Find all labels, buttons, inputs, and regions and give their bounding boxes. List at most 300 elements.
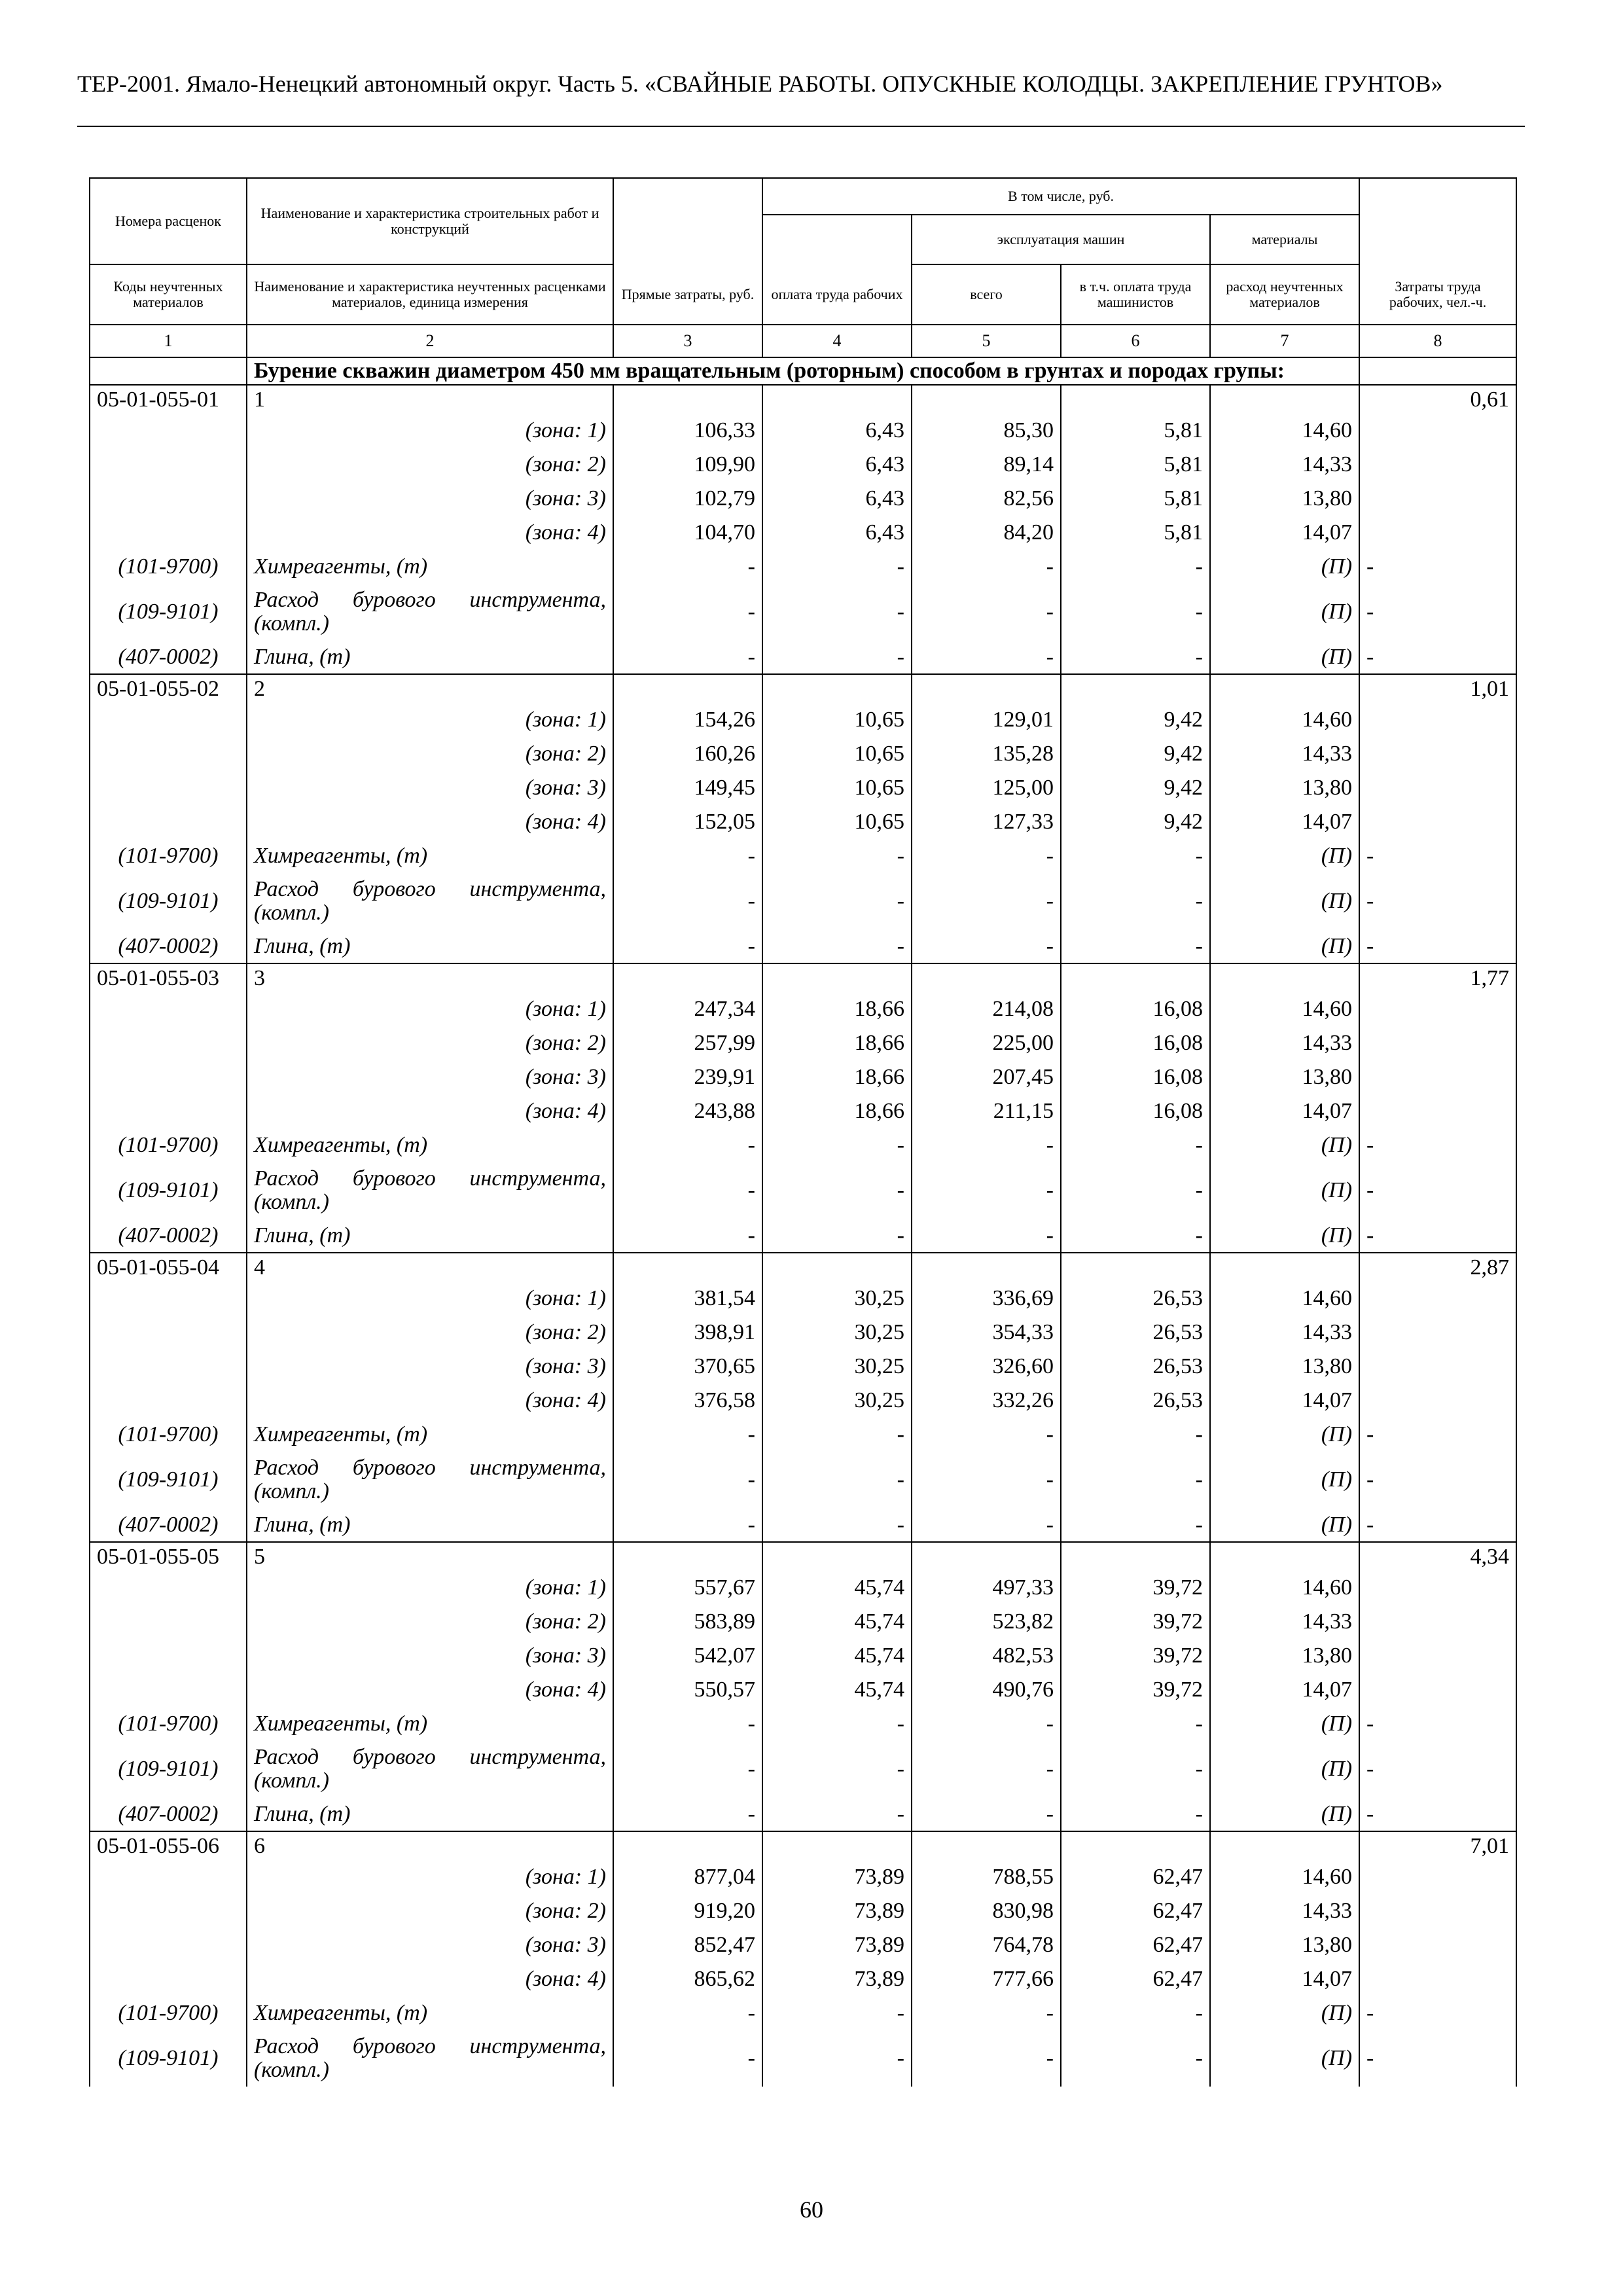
empty-cell <box>90 1860 247 1894</box>
direct-cost: 376,58 <box>613 1384 762 1418</box>
worker-wage: 73,89 <box>762 1928 912 1962</box>
direct-cost: 160,26 <box>613 737 762 771</box>
dash-cell: - <box>1061 1707 1210 1741</box>
p-mark: (П) <box>1210 1797 1359 1831</box>
machinist-wage: 16,08 <box>1061 1094 1210 1128</box>
dash-cell: - <box>1061 1219 1210 1253</box>
section-title-spacer-right <box>1359 357 1516 385</box>
material-code: (109-9101) <box>90 1741 247 1797</box>
material-code: (101-9700) <box>90 839 247 873</box>
zone-label: (зона: 3) <box>247 1060 613 1094</box>
dash-cell: - <box>613 929 762 963</box>
dash-cell: - <box>613 1452 762 1508</box>
zone-row <box>90 1384 1516 1418</box>
page-header-title: ТЕР-2001. Ямало-Ненецкий автономный округ. Часть 5. «СВАЙНЫЕ РАБОТЫ. ОПУСКНЫЕ КОЛОДЦЫ. ЗАКРЕПЛЕНИЕ ГРУНТОВ» <box>77 71 1443 97</box>
worker-wage: 18,66 <box>762 1060 912 1094</box>
zone-row <box>90 1316 1516 1350</box>
dash-cell: - <box>1359 550 1516 584</box>
zone-label: (зона: 1) <box>247 1282 613 1316</box>
machine-total: 354,33 <box>912 1316 1061 1350</box>
worker-wage: 30,25 <box>762 1350 912 1384</box>
direct-cost: 381,54 <box>613 1282 762 1316</box>
machine-total: 497,33 <box>912 1571 1061 1605</box>
zone-label: (зона: 2) <box>247 1605 613 1639</box>
empty-cell <box>90 1282 247 1316</box>
materials-cost: 14,07 <box>1210 1673 1359 1707</box>
material-name: Расход бурового инструмента, (компл.) <box>247 1452 613 1508</box>
zone-label: (зона: 2) <box>247 1026 613 1060</box>
price-table <box>89 177 1517 2087</box>
dash-cell: - <box>912 584 1061 640</box>
dash-cell: - <box>912 1707 1061 1741</box>
empty-cell <box>1359 1350 1516 1384</box>
th-col4: оплата труда рабочих <box>762 264 912 325</box>
zone-label: (зона: 1) <box>247 992 613 1026</box>
dash-cell: - <box>613 1797 762 1831</box>
dash-cell: - <box>912 1418 1061 1452</box>
material-name: Расход бурового инструмента, (компл.) <box>247 1162 613 1219</box>
dash-cell: - <box>1061 929 1210 963</box>
material-code: (109-9101) <box>90 2030 247 2087</box>
worker-wage: 18,66 <box>762 1026 912 1060</box>
empty-cell <box>912 674 1061 703</box>
dash-cell: - <box>762 1797 912 1831</box>
materials-cost: 13,80 <box>1210 771 1359 805</box>
machinist-wage: 9,42 <box>1061 771 1210 805</box>
empty-cell <box>1359 737 1516 771</box>
zone-label: (зона: 4) <box>247 1962 613 1996</box>
zone-row <box>90 992 1516 1026</box>
dash-cell: - <box>613 584 762 640</box>
group-number: 4 <box>247 1253 613 1282</box>
dash-cell: - <box>762 1418 912 1452</box>
empty-cell <box>1359 1282 1516 1316</box>
material-code: (407-0002) <box>90 640 247 674</box>
zone-row <box>90 1639 1516 1673</box>
material-row <box>90 1128 1516 1162</box>
zone-row <box>90 1860 1516 1894</box>
dash-cell: - <box>613 1741 762 1797</box>
p-mark: (П) <box>1210 1162 1359 1219</box>
material-name: Расход бурового инструмента, (компл.) <box>247 1741 613 1797</box>
zone-row <box>90 1094 1516 1128</box>
dash-cell: - <box>762 640 912 674</box>
dash-cell: - <box>613 1418 762 1452</box>
dash-cell: - <box>1061 584 1210 640</box>
zone-label: (зона: 4) <box>247 1094 613 1128</box>
materials-cost: 14,60 <box>1210 414 1359 448</box>
machinist-wage: 26,53 <box>1061 1282 1210 1316</box>
machinist-wage: 5,81 <box>1061 414 1210 448</box>
rate-code: 05-01-055-06 <box>90 1831 247 1860</box>
direct-cost: 398,91 <box>613 1316 762 1350</box>
zone-row <box>90 482 1516 516</box>
rate-code: 05-01-055-02 <box>90 674 247 703</box>
direct-cost: 877,04 <box>613 1860 762 1894</box>
dash-cell: - <box>1359 1219 1516 1253</box>
worker-wage: 30,25 <box>762 1282 912 1316</box>
zone-row <box>90 448 1516 482</box>
zone-row <box>90 1928 1516 1962</box>
dash-cell: - <box>762 1128 912 1162</box>
p-mark: (П) <box>1210 640 1359 674</box>
empty-cell <box>1210 963 1359 992</box>
worker-wage: 10,65 <box>762 771 912 805</box>
dash-cell: - <box>912 1128 1061 1162</box>
rate-code: 05-01-055-03 <box>90 963 247 992</box>
empty-cell <box>1210 674 1359 703</box>
material-name: Расход бурового инструмента, (компл.) <box>247 2030 613 2087</box>
th-col8: Затраты труда рабочих, чел.-ч. <box>1359 264 1516 325</box>
th-col3: Прямые затраты, руб. <box>613 264 762 325</box>
machinist-wage: 16,08 <box>1061 992 1210 1026</box>
empty-cell <box>1359 771 1516 805</box>
dash-cell: - <box>762 1452 912 1508</box>
material-name: Химреагенты, (т) <box>247 1128 613 1162</box>
empty-cell <box>762 674 912 703</box>
zone-row <box>90 805 1516 839</box>
material-row <box>90 873 1516 929</box>
empty-cell <box>1061 1542 1210 1571</box>
zone-row <box>90 516 1516 550</box>
empty-cell <box>90 516 247 550</box>
labor-cost: 1,01 <box>1359 674 1516 703</box>
dash-cell: - <box>1061 2030 1210 2087</box>
machine-total: 84,20 <box>912 516 1061 550</box>
direct-cost: 239,91 <box>613 1060 762 1094</box>
material-row <box>90 1707 1516 1741</box>
machinist-wage: 26,53 <box>1061 1316 1210 1350</box>
empty-cell <box>1359 1384 1516 1418</box>
zone-row <box>90 737 1516 771</box>
dash-cell: - <box>912 1797 1061 1831</box>
material-name: Расход бурового инструмента, (компл.) <box>247 584 613 640</box>
empty-cell <box>90 1673 247 1707</box>
p-mark: (П) <box>1210 1128 1359 1162</box>
worker-wage: 73,89 <box>762 1962 912 1996</box>
machine-total: 211,15 <box>912 1094 1061 1128</box>
material-row <box>90 1418 1516 1452</box>
machinist-wage: 26,53 <box>1061 1350 1210 1384</box>
dash-cell: - <box>1061 1418 1210 1452</box>
zone-row <box>90 1962 1516 1996</box>
material-name: Глина, (т) <box>247 1508 613 1542</box>
worker-wage: 18,66 <box>762 1094 912 1128</box>
empty-cell <box>90 1316 247 1350</box>
header-divider <box>77 126 1525 127</box>
machine-total: 207,45 <box>912 1060 1061 1094</box>
empty-cell <box>1359 805 1516 839</box>
material-name: Химреагенты, (т) <box>247 1707 613 1741</box>
dash-cell: - <box>762 1219 912 1253</box>
zone-label: (зона: 1) <box>247 414 613 448</box>
direct-cost: 257,99 <box>613 1026 762 1060</box>
material-name: Химреагенты, (т) <box>247 550 613 584</box>
worker-wage: 18,66 <box>762 992 912 1026</box>
group-number: 2 <box>247 674 613 703</box>
zone-label: (зона: 2) <box>247 1316 613 1350</box>
material-name: Глина, (т) <box>247 1219 613 1253</box>
material-name: Глина, (т) <box>247 929 613 963</box>
dash-cell: - <box>762 1741 912 1797</box>
direct-cost: 542,07 <box>613 1639 762 1673</box>
direct-cost: 247,34 <box>613 992 762 1026</box>
materials-cost: 13,80 <box>1210 1350 1359 1384</box>
empty-cell <box>1061 963 1210 992</box>
th-materials: материалы <box>1210 215 1359 264</box>
zone-row <box>90 771 1516 805</box>
zone-label: (зона: 3) <box>247 482 613 516</box>
dash-cell: - <box>912 1452 1061 1508</box>
materials-cost: 14,33 <box>1210 1605 1359 1639</box>
machine-total: 129,01 <box>912 703 1061 737</box>
machinist-wage: 5,81 <box>1061 482 1210 516</box>
dash-cell: - <box>1359 1797 1516 1831</box>
group-number: 6 <box>247 1831 613 1860</box>
material-row <box>90 1996 1516 2030</box>
dash-cell: - <box>1359 640 1516 674</box>
direct-cost: 106,33 <box>613 414 762 448</box>
th-col8-mid <box>1359 215 1516 264</box>
dash-cell: - <box>762 839 912 873</box>
materials-cost: 14,07 <box>1210 805 1359 839</box>
empty-cell <box>762 963 912 992</box>
p-mark: (П) <box>1210 929 1359 963</box>
th-machines: эксплуатация машин <box>912 215 1210 264</box>
material-code: (109-9101) <box>90 584 247 640</box>
dash-cell: - <box>1359 1996 1516 2030</box>
empty-cell <box>90 1571 247 1605</box>
zone-label: (зона: 3) <box>247 1639 613 1673</box>
dash-cell: - <box>762 873 912 929</box>
table-row <box>90 674 1516 703</box>
material-code: (101-9700) <box>90 1128 247 1162</box>
materials-cost: 14,33 <box>1210 737 1359 771</box>
direct-cost: 557,67 <box>613 1571 762 1605</box>
dash-cell: - <box>1061 1452 1210 1508</box>
rate-code: 05-01-055-05 <box>90 1542 247 1571</box>
machinist-wage: 16,08 <box>1061 1026 1210 1060</box>
material-code: (109-9101) <box>90 873 247 929</box>
direct-cost: 154,26 <box>613 703 762 737</box>
zone-row <box>90 414 1516 448</box>
empty-cell <box>1359 992 1516 1026</box>
empty-cell <box>90 1026 247 1060</box>
dash-cell: - <box>762 584 912 640</box>
th-col5: всего <box>912 264 1061 325</box>
worker-wage: 6,43 <box>762 414 912 448</box>
materials-cost: 14,07 <box>1210 1962 1359 1996</box>
p-mark: (П) <box>1210 873 1359 929</box>
materials-cost: 14,60 <box>1210 703 1359 737</box>
zone-label: (зона: 2) <box>247 737 613 771</box>
dash-cell: - <box>1359 839 1516 873</box>
labor-cost: 4,34 <box>1359 1542 1516 1571</box>
worker-wage: 45,74 <box>762 1605 912 1639</box>
group-number: 1 <box>247 385 613 414</box>
empty-cell <box>912 1542 1061 1571</box>
material-name: Расход бурового инструмента, (компл.) <box>247 873 613 929</box>
material-name: Химреагенты, (т) <box>247 1996 613 2030</box>
material-row <box>90 929 1516 963</box>
empty-cell <box>1359 482 1516 516</box>
materials-cost: 14,60 <box>1210 1282 1359 1316</box>
p-mark: (П) <box>1210 1707 1359 1741</box>
th-col7: расход неучтенных материалов <box>1210 264 1359 325</box>
table-row <box>90 385 1516 414</box>
machine-total: 127,33 <box>912 805 1061 839</box>
p-mark: (П) <box>1210 1996 1359 2030</box>
group-number: 5 <box>247 1542 613 1571</box>
material-row <box>90 1219 1516 1253</box>
machinist-wage: 39,72 <box>1061 1571 1210 1605</box>
empty-cell <box>1359 1605 1516 1639</box>
dash-cell: - <box>613 550 762 584</box>
empty-cell <box>90 1928 247 1962</box>
table-row <box>90 1542 1516 1571</box>
direct-cost: 243,88 <box>613 1094 762 1128</box>
empty-cell <box>613 963 762 992</box>
p-mark: (П) <box>1210 839 1359 873</box>
empty-cell <box>912 385 1061 414</box>
table-body <box>90 385 1516 2087</box>
dash-cell: - <box>613 1128 762 1162</box>
material-code: (101-9700) <box>90 1996 247 2030</box>
group-number: 3 <box>247 963 613 992</box>
p-mark: (П) <box>1210 1508 1359 1542</box>
zone-label: (зона: 1) <box>247 1860 613 1894</box>
material-row <box>90 1508 1516 1542</box>
empty-cell <box>1359 1962 1516 1996</box>
direct-cost: 919,20 <box>613 1894 762 1928</box>
empty-cell <box>1359 1639 1516 1673</box>
colnum-6: 6 <box>1061 325 1210 357</box>
empty-cell <box>613 1253 762 1282</box>
dash-cell: - <box>613 2030 762 2087</box>
empty-cell <box>762 1831 912 1860</box>
material-row <box>90 584 1516 640</box>
th-col4-top <box>762 215 912 264</box>
empty-cell <box>1210 1831 1359 1860</box>
dash-cell: - <box>1061 1128 1210 1162</box>
direct-cost: 109,90 <box>613 448 762 482</box>
table-head <box>90 178 1516 385</box>
p-mark: (П) <box>1210 2030 1359 2087</box>
machine-total: 332,26 <box>912 1384 1061 1418</box>
machinist-wage: 39,72 <box>1061 1605 1210 1639</box>
zone-row <box>90 1350 1516 1384</box>
machine-total: 777,66 <box>912 1962 1061 1996</box>
empty-cell <box>613 385 762 414</box>
materials-cost: 14,60 <box>1210 1860 1359 1894</box>
direct-cost: 583,89 <box>613 1605 762 1639</box>
material-row <box>90 640 1516 674</box>
colnum-2: 2 <box>247 325 613 357</box>
direct-cost: 865,62 <box>613 1962 762 1996</box>
dash-cell: - <box>912 1219 1061 1253</box>
material-code: (101-9700) <box>90 1707 247 1741</box>
direct-cost: 852,47 <box>613 1928 762 1962</box>
dash-cell: - <box>1359 584 1516 640</box>
empty-cell <box>1359 1571 1516 1605</box>
dash-cell: - <box>1061 640 1210 674</box>
colnum-8: 8 <box>1359 325 1516 357</box>
dash-cell: - <box>1061 550 1210 584</box>
labor-cost: 0,61 <box>1359 385 1516 414</box>
direct-cost: 104,70 <box>613 516 762 550</box>
p-mark: (П) <box>1210 1219 1359 1253</box>
worker-wage: 73,89 <box>762 1860 912 1894</box>
dash-cell: - <box>1061 1741 1210 1797</box>
empty-cell <box>762 385 912 414</box>
material-name: Глина, (т) <box>247 1797 613 1831</box>
dash-cell: - <box>1359 1452 1516 1508</box>
empty-cell <box>90 414 247 448</box>
dash-cell: - <box>912 1162 1061 1219</box>
machine-total: 135,28 <box>912 737 1061 771</box>
p-mark: (П) <box>1210 584 1359 640</box>
dash-cell: - <box>762 1508 912 1542</box>
machine-total: 82,56 <box>912 482 1061 516</box>
materials-cost: 14,33 <box>1210 1894 1359 1928</box>
colnum-5: 5 <box>912 325 1061 357</box>
dash-cell: - <box>762 929 912 963</box>
zone-row <box>90 1605 1516 1639</box>
machine-total: 125,00 <box>912 771 1061 805</box>
material-code: (109-9101) <box>90 1452 247 1508</box>
dash-cell: - <box>1359 1418 1516 1452</box>
empty-cell <box>90 992 247 1026</box>
empty-cell <box>1061 1831 1210 1860</box>
dash-cell: - <box>613 1508 762 1542</box>
dash-cell: - <box>1061 1162 1210 1219</box>
th-col6: в т.ч. оплата труда машинистов <box>1061 264 1210 325</box>
machinist-wage: 5,81 <box>1061 448 1210 482</box>
machinist-wage: 26,53 <box>1061 1384 1210 1418</box>
worker-wage: 10,65 <box>762 703 912 737</box>
dash-cell: - <box>762 1996 912 2030</box>
th-col1-top: Номера расценок <box>90 178 247 264</box>
empty-cell <box>90 1605 247 1639</box>
zone-row <box>90 1894 1516 1928</box>
empty-cell <box>1359 414 1516 448</box>
dash-cell: - <box>912 640 1061 674</box>
worker-wage: 10,65 <box>762 805 912 839</box>
machine-total: 225,00 <box>912 1026 1061 1060</box>
colnum-1: 1 <box>90 325 247 357</box>
empty-cell <box>1359 1060 1516 1094</box>
empty-cell <box>1359 516 1516 550</box>
empty-cell <box>90 1060 247 1094</box>
worker-wage: 6,43 <box>762 482 912 516</box>
material-row <box>90 839 1516 873</box>
dash-cell: - <box>912 873 1061 929</box>
section-title-spacer <box>90 357 247 385</box>
machine-total: 490,76 <box>912 1673 1061 1707</box>
empty-cell <box>613 674 762 703</box>
dash-cell: - <box>762 2030 912 2087</box>
page-number: 60 <box>800 2197 823 2223</box>
material-code: (101-9700) <box>90 550 247 584</box>
machinist-wage: 16,08 <box>1061 1060 1210 1094</box>
th-col8-top <box>1359 178 1516 215</box>
dash-cell: - <box>912 929 1061 963</box>
dash-cell: - <box>1061 873 1210 929</box>
machine-total: 214,08 <box>912 992 1061 1026</box>
dash-cell: - <box>912 1741 1061 1797</box>
labor-cost: 2,87 <box>1359 1253 1516 1282</box>
dash-cell: - <box>1359 873 1516 929</box>
